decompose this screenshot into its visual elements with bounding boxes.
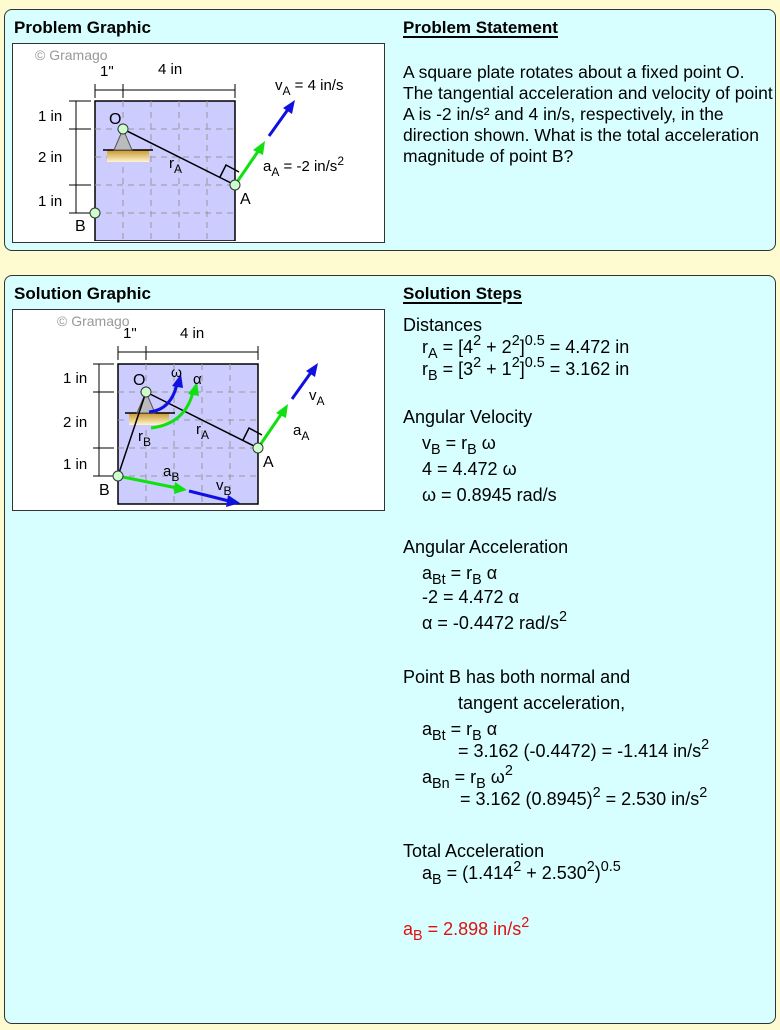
label-O: O <box>133 372 146 389</box>
eq-aB: $a_B = (1.414^2 + 2.530^2)^{0.5}$ <box>422 859 621 889</box>
solution-graphic <box>12 309 385 511</box>
rB-label: $r_B$ <box>138 428 152 449</box>
point-B <box>90 208 100 218</box>
solution-panel <box>4 275 776 1024</box>
problem-statement-text: A square plate rotates about a fixed point O. The tangential acceleration and velocity of point A is -2 in/s² and 4 in/s, respectively, in the direction shown. What is the total acceleration magnitude of point B? <box>403 62 773 166</box>
label-A: A <box>240 191 251 208</box>
dim-4in-label: 4 in <box>158 61 183 78</box>
ground-hatch <box>107 150 149 162</box>
eq-alpha-solve: -2 = 4.472 α <box>422 587 519 607</box>
solution-steps-title: Solution Steps <box>403 284 522 303</box>
dim-v1-label: 1 in <box>38 108 63 125</box>
vB-label: $v_B$ <box>216 477 232 498</box>
alpha-label: α <box>193 371 202 388</box>
dim-1-label: 1" <box>100 63 114 80</box>
label-A: A <box>263 454 274 471</box>
aB-label: $a_B$ <box>163 463 180 484</box>
eq-rA: $r_A = [4^2 + 2^2]^{0.5} = 4.472$ in <box>422 333 630 363</box>
eq-rB: $r_B = [3^2 + 1^2]^{0.5} = 3.162$ in <box>422 355 630 385</box>
point-B <box>113 471 123 481</box>
dim-v3-label: 1 in <box>63 456 88 473</box>
final-answer: $a_B = 2.898$ $in/s^2$ <box>403 915 530 945</box>
problem-graphic-title: Problem Graphic <box>14 18 151 37</box>
vA-arrow <box>269 108 289 136</box>
eq-aBt-2: $a_{Bt} = r_B$ α <box>422 719 498 745</box>
vA-label: $v_A$ <box>309 387 325 408</box>
section-total-acceleration: Total Acceleration <box>403 841 545 861</box>
watermark: © Gramago <box>35 47 108 63</box>
label-B: B <box>99 482 110 499</box>
eq-omega: ω = 0.8945 rad/s <box>422 485 557 505</box>
problem-statement-title: Problem Statement <box>403 18 558 37</box>
section-angular-acceleration: Angular Acceleration <box>403 537 569 557</box>
section-point-b-line1: Point B has both normal and <box>403 667 631 687</box>
section-angular-velocity: Angular Velocity <box>403 407 533 427</box>
point-A <box>230 180 240 190</box>
dim-v2-label: 2 in <box>38 149 63 166</box>
section-distances: Distances <box>403 315 483 335</box>
aA-arrow <box>258 413 282 448</box>
eq-aBn-value: = 3.162 $(0.8945)^2 = 2.530$ $in/s^2$ <box>460 785 708 809</box>
problem-graphic <box>12 43 385 243</box>
solution-graphic-title: Solution Graphic <box>14 284 151 303</box>
aA-label: $a_A$ <box>293 422 310 443</box>
section-point-b-line2: tangent acceleration, <box>458 693 626 713</box>
dim-4in-label: 4 in <box>180 325 205 342</box>
eq-aBt: $a_{Bt} = r_B$ α <box>422 563 498 589</box>
dim-1-label: 1" <box>123 325 137 342</box>
dim-v1-label: 1 in <box>63 370 88 387</box>
dim-v2-label: 2 in <box>63 414 88 431</box>
dim-v3-label: 1 in <box>38 193 63 210</box>
point-A <box>253 443 263 453</box>
eq-vB: $v_B = r_B$ ω <box>422 433 496 459</box>
solution-diagram <box>13 310 383 509</box>
eq-alpha: α = -0.4472 rad/$s^2$ <box>422 609 568 633</box>
problem-panel <box>4 9 776 251</box>
vA-label: $v_A = 4$ in/s <box>275 77 344 98</box>
aA-arrow <box>235 150 259 185</box>
eq-omega-solve: 4 = 4.472 ω <box>422 459 517 479</box>
problem-diagram <box>13 44 383 241</box>
rA-label: $r_A$ <box>169 155 183 176</box>
aA-label: $a_A = -2$ $in/s^2$ <box>263 154 344 179</box>
rA-label: $r_A$ <box>196 421 210 442</box>
watermark: © Gramago <box>57 313 130 329</box>
label-B: B <box>75 218 86 235</box>
eq-aBt-value: = 3.162 (-0.4472) = -1.414 $in/s^2$ <box>458 737 710 761</box>
solution-steps <box>403 314 710 945</box>
omega-label: ω <box>171 364 182 380</box>
label-O: O <box>109 111 122 128</box>
eq-aBn: $a_{Bn} = r_B$ $\omega^2$ <box>422 763 513 793</box>
